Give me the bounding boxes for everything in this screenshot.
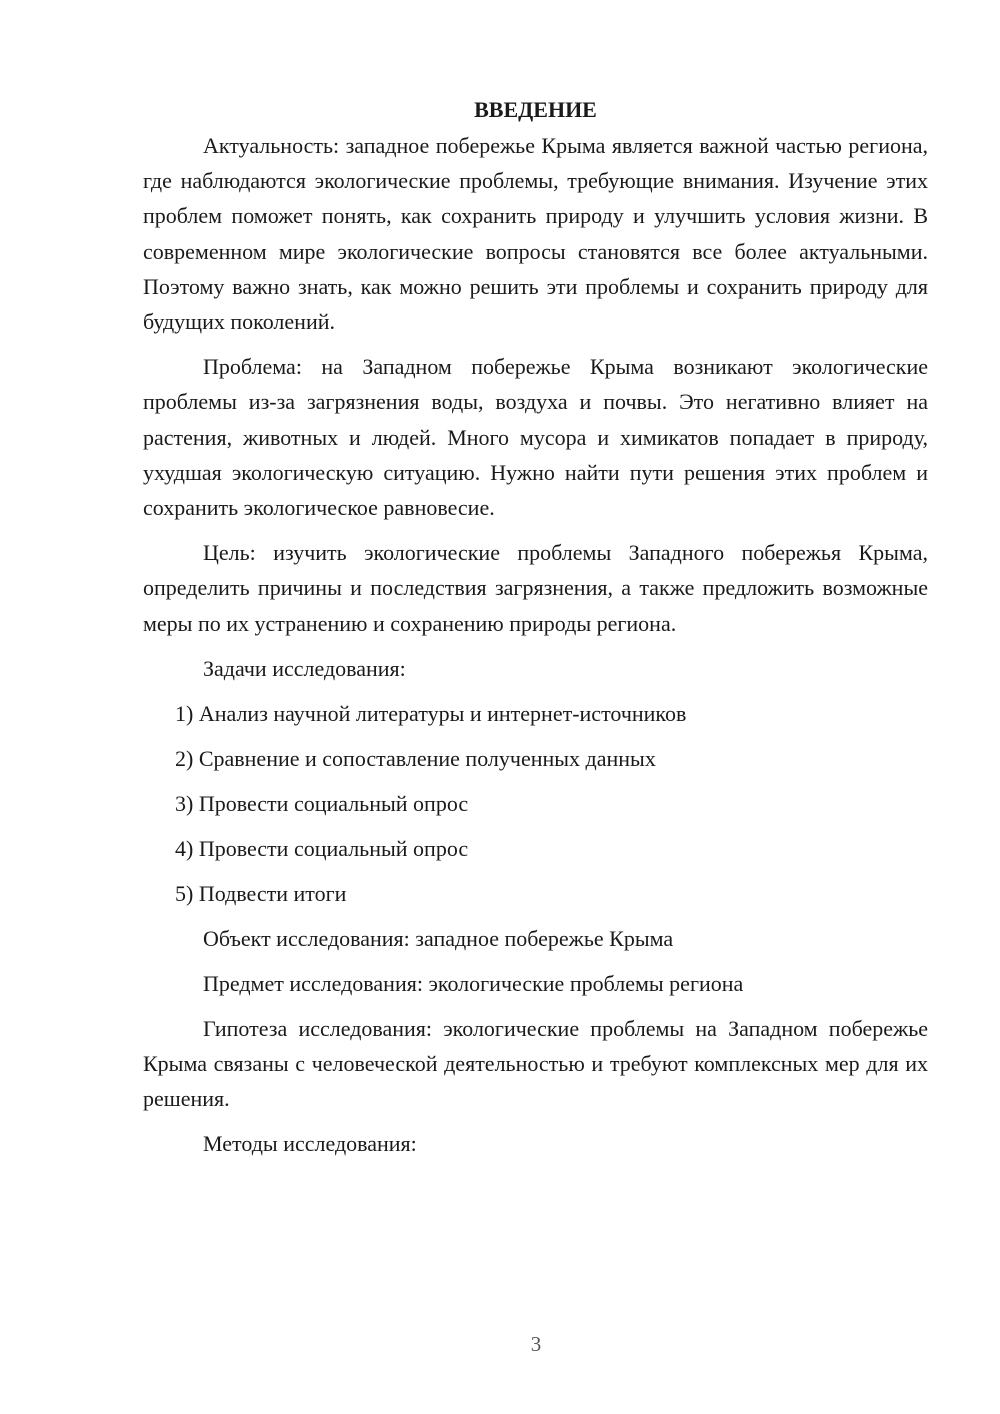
hypothesis-paragraph: Гипотеза исследования: экологические проблемы на Западном побережье Крыма связаны с человеческой деятельностью и требуют комплексных мер для их решения. bbox=[143, 1015, 928, 1112]
list-item: 4) Провести социальный опрос bbox=[175, 835, 469, 861]
research-subject: Предмет исследования: экологические проблемы региона bbox=[203, 970, 744, 996]
list-item: 1) Анализ научной литературы и интернет-источников bbox=[175, 700, 687, 726]
tasks-list bbox=[143, 696, 928, 911]
page-number: 3 bbox=[530, 1332, 542, 1356]
list-item: 3) Провести социальный опрос bbox=[175, 790, 469, 816]
document-page bbox=[143, 92, 928, 1171]
relevance-paragraph: Актуальность: западное побережье Крыма является важной частью региона, где наблюдаются экологические проблемы, требующие внимания. Изучение этих проблем поможет понять, как сохранить природу и улучшить условия жизни. В современном мире экологические вопросы становятся все более актуальными. Поэтому важно знать, как можно решить эти проблемы и сохранить природу для будущих поколений. bbox=[143, 133, 928, 335]
section-title: ВВЕДЕНИЕ bbox=[474, 97, 597, 122]
goal-paragraph: Цель: изучить экологические проблемы Западного побережья Крыма, определить причины и последствия загрязнения, а также предложить возможные меры по их устранению и сохранению природы региона. bbox=[143, 540, 928, 636]
tasks-heading: Задачи исследования: bbox=[203, 655, 406, 681]
research-object: Объект исследования: западное побережье Крыма bbox=[203, 925, 674, 951]
methods-heading: Методы исследования: bbox=[203, 1131, 417, 1157]
list-item: 5) Подвести итоги bbox=[175, 880, 347, 906]
list-item: 2) Сравнение и сопоставление полученных данных bbox=[175, 745, 656, 771]
problem-paragraph: Проблема: на Западном побережье Крыма возникают экологические проблемы из-за загрязнения воды, воздуха и почвы. Это негативно влияет на растения, животных и людей. Много мусора и химикатов попадает в природу, ухудшая экологическую ситуацию. Нужно найти пути решения этих проблем и сохранить экологическое равновесие. bbox=[143, 354, 928, 521]
